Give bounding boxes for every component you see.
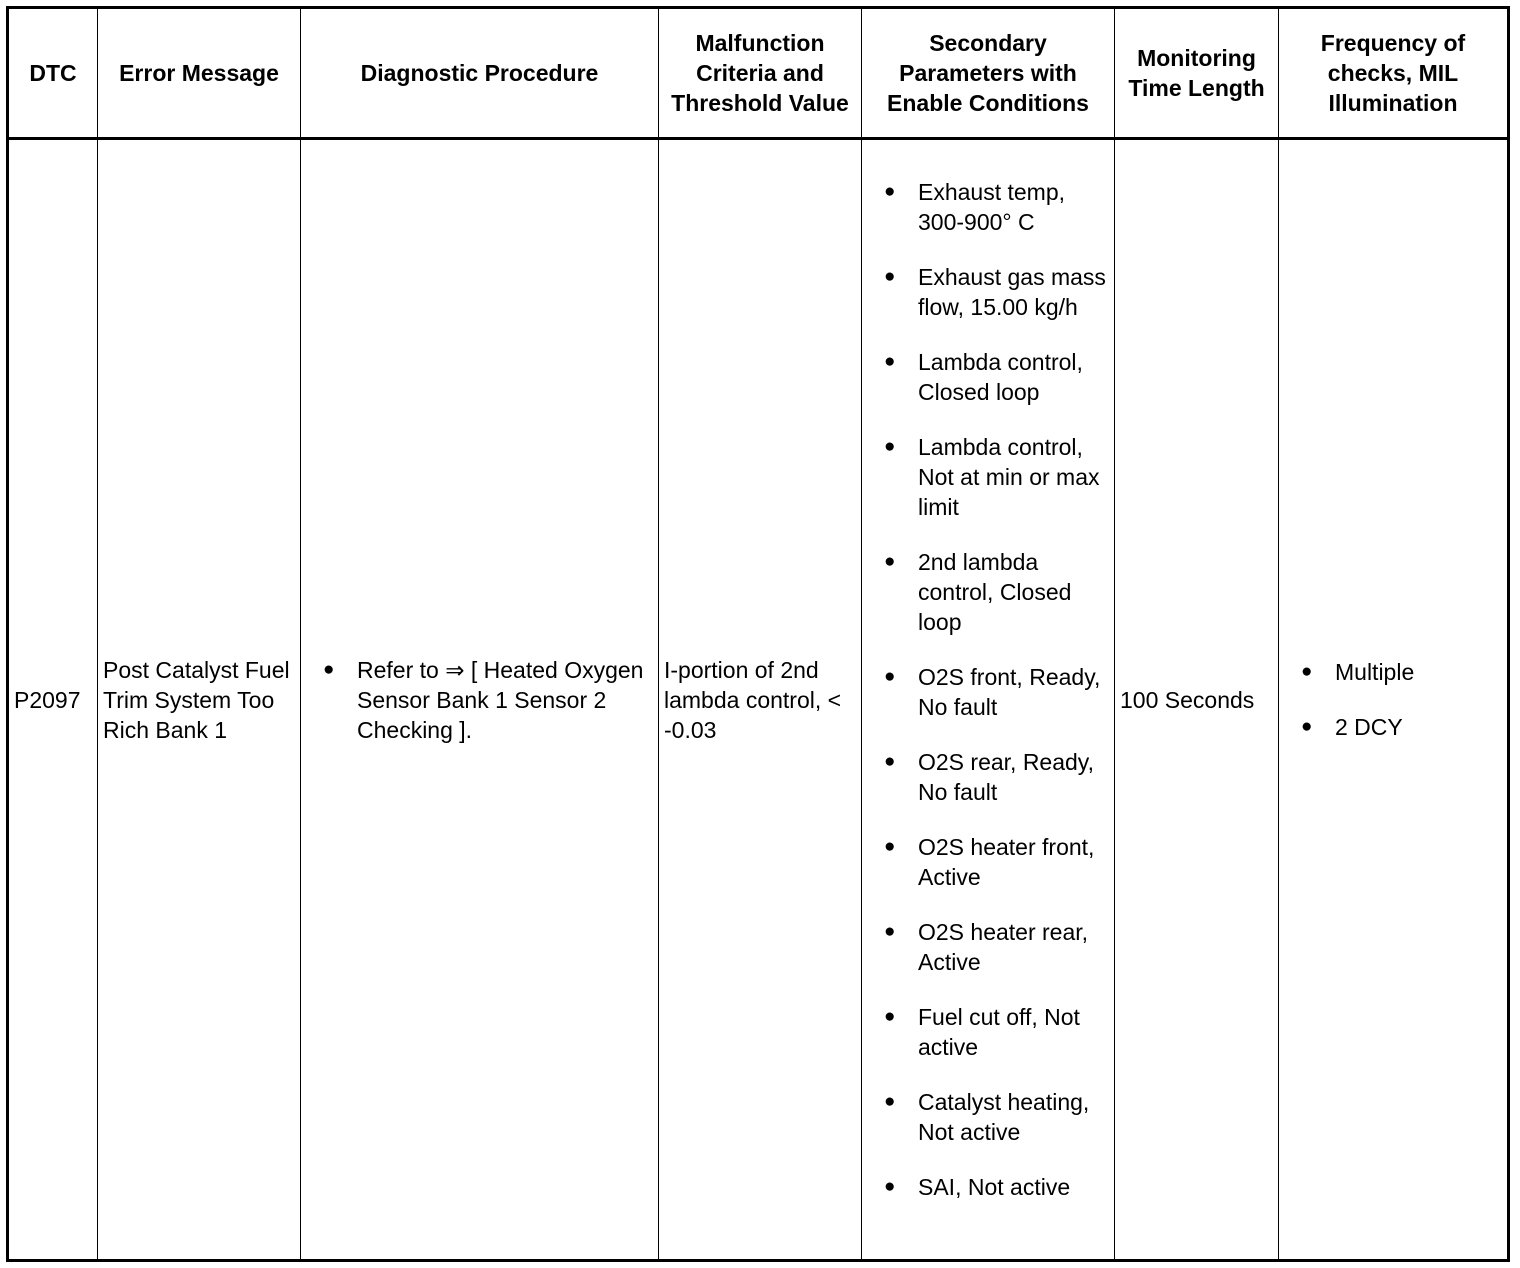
list-item: [884, 1002, 1110, 1062]
list-item: [884, 1087, 1110, 1147]
bullet-icon: ●: [884, 666, 896, 687]
list-item: [884, 832, 1110, 892]
secondary-parameters-cell: [862, 139, 1115, 1261]
secondary-parameter-text: Catalyst heating, Not active: [918, 1089, 1090, 1145]
secondary-parameter-text: Lambda control, Not at min or max limit: [918, 434, 1100, 520]
list-item: [884, 347, 1110, 407]
secondary-parameter-text: Fuel cut off, Not active: [918, 1004, 1080, 1060]
bullet-icon: ●: [884, 921, 896, 942]
bullet-icon: ●: [884, 1006, 896, 1027]
secondary-parameter-text: O2S heater front, Active: [918, 834, 1095, 890]
bullet-icon: ●: [884, 1091, 896, 1112]
list-item: [884, 662, 1110, 722]
secondary-parameter-text: O2S front, Ready, No fault: [918, 664, 1101, 720]
header-secondary-parameters: Secondary Parameters with Enable Conditions: [862, 8, 1115, 139]
bullet-icon: ●: [884, 551, 896, 572]
secondary-parameter-text: Lambda control, Closed loop: [918, 349, 1083, 405]
secondary-parameter-text: Exhaust gas mass flow, 15.00 kg/h: [918, 264, 1106, 320]
secondary-parameter-text: O2S rear, Ready, No fault: [918, 749, 1094, 805]
list-item: [884, 547, 1110, 637]
bullet-icon: ●: [884, 266, 896, 287]
header-error-message: Error Message: [98, 8, 301, 139]
monitoring-time: 100 Seconds: [1115, 139, 1279, 1261]
list-item: [884, 177, 1110, 237]
bullet-icon: ●: [884, 351, 896, 372]
list-item: [1301, 657, 1507, 687]
list-item: [884, 432, 1110, 522]
bullet-icon: ●: [884, 836, 896, 857]
frequency-text: 2 DCY: [1335, 714, 1403, 740]
list-item: [1301, 712, 1507, 742]
secondary-parameter-text: SAI, Not active: [918, 1174, 1071, 1200]
bullet-icon: ●: [884, 1176, 896, 1197]
bullet-icon: ●: [884, 436, 896, 457]
frequency-list: [1301, 657, 1507, 742]
list-item: [884, 262, 1110, 322]
list-item: [884, 917, 1110, 977]
header-dtc: DTC: [8, 8, 98, 139]
bullet-icon: ●: [323, 658, 335, 680]
bullet-icon: ●: [1301, 716, 1313, 737]
dtc-table: [6, 6, 1510, 1262]
header-malfunction-criteria: Malfunction Criteria and Threshold Value: [659, 8, 862, 139]
bullet-icon: ●: [884, 751, 896, 772]
header-monitoring-time: Monitoring Time Length: [1115, 8, 1279, 139]
table-row: [8, 139, 1509, 1261]
list-item: [884, 1172, 1110, 1202]
bullet-icon: ●: [1301, 661, 1313, 682]
diagnostic-procedure-text: Refer to ⇒ [ Heated Oxygen Sensor Bank 1 Sensor 2 Checking ].: [357, 656, 644, 743]
malfunction-criteria: I-portion of 2nd lambda control, < -0.03: [659, 139, 862, 1261]
secondary-parameters-list: [884, 177, 1110, 1202]
header-frequency: Frequency of checks, MIL Illumination: [1279, 8, 1509, 139]
frequency-text: Multiple: [1335, 659, 1415, 685]
bullet-icon: ●: [884, 181, 896, 202]
frequency-cell: [1279, 139, 1509, 1261]
diagnostic-procedure-item: [323, 655, 650, 745]
header-diagnostic-procedure: Diagnostic Procedure: [301, 8, 659, 139]
secondary-parameter-text: O2S heater rear, Active: [918, 919, 1089, 975]
diagnostic-procedure-cell: [301, 139, 659, 1261]
error-message: Post Catalyst Fuel Trim System Too Rich Bank 1: [98, 139, 301, 1261]
list-item: [884, 747, 1110, 807]
secondary-parameter-text: Exhaust temp, 300-900° C: [918, 179, 1066, 235]
dtc-code: P2097: [8, 139, 98, 1261]
header-row: [8, 8, 1509, 139]
secondary-parameter-text: 2nd lambda control, Closed loop: [918, 549, 1072, 635]
